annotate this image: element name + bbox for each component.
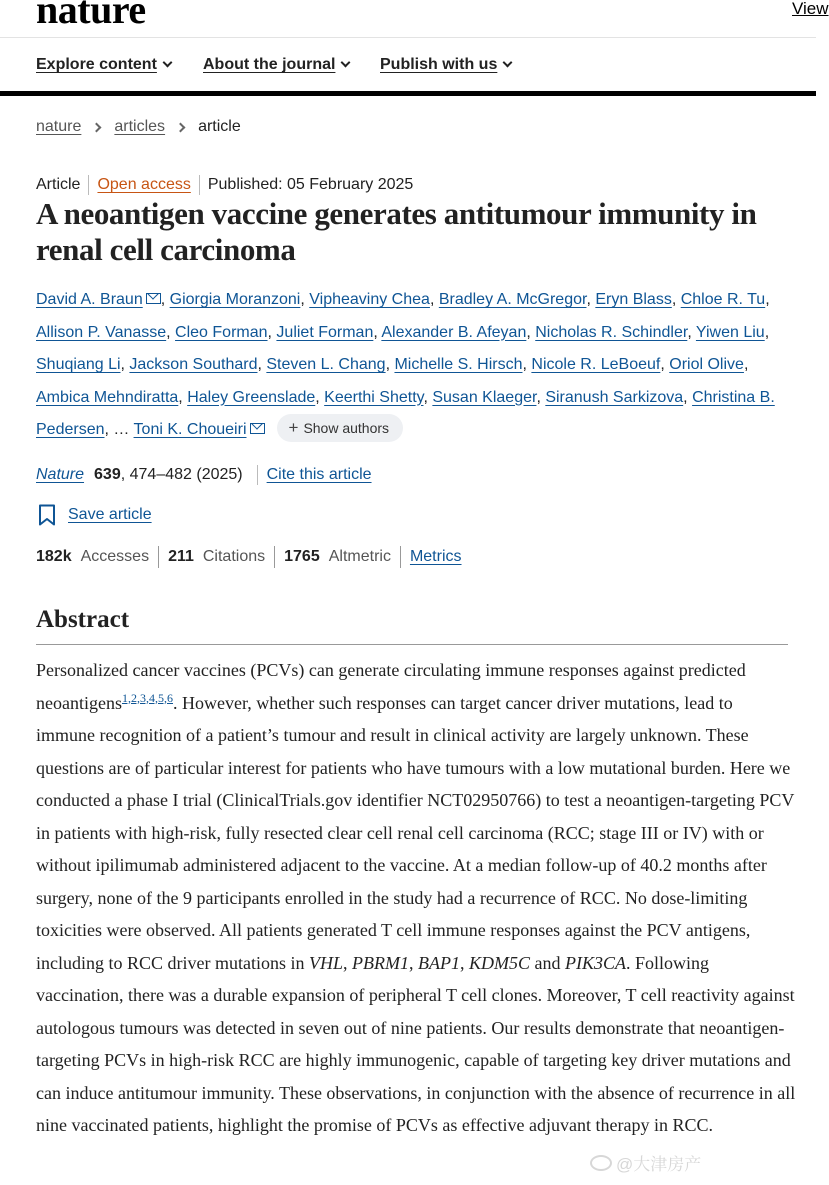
gene-name: PIK3CA xyxy=(565,952,627,973)
chevron-down-icon xyxy=(503,58,513,68)
author-link[interactable]: Ambica Mehndiratta xyxy=(36,388,179,406)
nav-item-label: Publish with us xyxy=(380,56,498,73)
site-header xyxy=(0,0,829,38)
divider xyxy=(158,546,159,568)
nav-about-journal[interactable] xyxy=(203,56,349,74)
divider xyxy=(257,465,258,485)
author-link[interactable]: Yiwen Liu xyxy=(695,323,765,341)
abstract-text-part: , xyxy=(409,952,418,973)
author-link[interactable]: Allison P. Vanasse xyxy=(36,323,167,341)
divider xyxy=(88,175,89,195)
nav-item-label: Explore content xyxy=(36,56,157,73)
abstract-text-part: Personalized cancer vaccines (PCVs) can generate circulating immune responses against predicted neoantigens xyxy=(36,660,746,713)
abstract-text-part: . However, whether such responses can target cancer driver mutations, lead to immune recognition of a patient’s tumour and result in clinical activity are largely unknown. These questions are of particular interest for patients who have tumours with a low mutational burden. Here we conducted a phase I trial (ClinicalTrials.gov identifier NCT02950766) to test a neoantigen-targeting PCV in patients with high-risk, fully resected clear cell renal cell carcinoma (RCC; stage III or IV) with or without ipilimumab administered adjacent to the vaccine. At a median follow-up of 40.2 months after surgery, none of the 9 participants enrolled in the study had a recurrence of RCC. No dose-limiting toxicities were observed. All patients generated T cell immune responses against the PCV antigens, including to RCC driver mutations in xyxy=(36,692,795,973)
author-link[interactable]: Steven L. Chang xyxy=(266,356,386,373)
nature-logo[interactable]: nature xyxy=(36,0,146,32)
section-divider xyxy=(36,644,788,645)
author-link[interactable]: Eryn Blass xyxy=(595,291,672,308)
chevron-right-icon xyxy=(176,122,186,132)
view-link[interactable]: View xyxy=(792,0,829,18)
watermark-text: @大津房产 xyxy=(616,1155,702,1174)
author-link[interactable]: Cleo Forman xyxy=(175,323,268,341)
author-link[interactable]: Susan Klaeger xyxy=(432,388,537,406)
author-link[interactable]: David A. Braun xyxy=(36,291,143,308)
author-link[interactable]: Haley Greenslade xyxy=(187,388,316,406)
abstract-text-part: . Following vaccination, there was a durable expansion of peripheral T cell clones. Moreover, T cell reactivity against autologous tumours was detected in seven out of nine patients. Our results demonstrate that neoantigen-targeting PCVs in high-risk RCC are highly immunogenic, capable of targeting key driver mutations and can induce antitumour immunity. These observations, in conjunction with the absence of recurrence in all nine vaccinated patients, highlight the promise of PCVs as effective adjuvant therapy in RCC. xyxy=(36,952,796,1135)
plus-icon: + xyxy=(288,418,299,437)
mail-icon[interactable] xyxy=(146,293,161,304)
show-authors-label: Show authors xyxy=(303,420,390,436)
nav-explore-content[interactable] xyxy=(36,56,171,74)
author-link[interactable]: Nicole R. LeBoeuf xyxy=(531,356,661,373)
author-link[interactable]: Juliet Forman xyxy=(276,323,374,341)
breadcrumb-articles[interactable]: articles xyxy=(114,118,166,135)
divider xyxy=(274,546,275,568)
citation-line xyxy=(36,465,372,485)
author-link[interactable]: Giorgia Moranzoni xyxy=(169,291,301,308)
author-link[interactable]: Shuqiang Li xyxy=(36,356,121,373)
open-access-link[interactable]: Open access xyxy=(97,176,191,193)
article-type: Article xyxy=(36,176,81,193)
author-link[interactable]: Vipheaviny Chea xyxy=(309,291,430,308)
nav-publish-with-us[interactable] xyxy=(380,56,511,74)
main-nav xyxy=(0,38,816,96)
citations-count: 211 xyxy=(168,548,194,565)
chevron-down-icon xyxy=(162,58,172,68)
abstract-text xyxy=(36,654,796,1142)
show-authors-button[interactable] xyxy=(277,414,404,442)
altmetric-count: 1765 xyxy=(284,548,320,565)
gene-name: PBRM1 xyxy=(352,952,409,973)
accesses-count: 182k xyxy=(36,548,72,565)
author-link[interactable]: Michelle S. Hirsch xyxy=(394,356,523,373)
abstract-text-part: and xyxy=(530,952,566,973)
chevron-right-icon xyxy=(92,122,102,132)
journal-link[interactable]: Nature xyxy=(36,466,85,483)
breadcrumb xyxy=(36,118,241,136)
save-article-label: Save article xyxy=(68,506,152,523)
save-article-button[interactable] xyxy=(38,504,152,526)
altmetric-label: Altmetric xyxy=(328,548,391,565)
breadcrumb-nature[interactable]: nature xyxy=(36,118,82,135)
divider xyxy=(400,546,401,568)
divider xyxy=(199,175,200,195)
abstract-text-part: , xyxy=(343,952,353,973)
accesses-label: Accesses xyxy=(80,548,150,565)
article-title: A neoantigen vaccine generates antitumour immunity in renal cell carcinoma xyxy=(36,196,757,267)
author-link[interactable]: Bradley A. McGregor xyxy=(438,291,587,308)
volume-number: 639 xyxy=(94,466,121,483)
citations-label: Citations xyxy=(202,548,266,565)
author-link[interactable]: Oriol Olive xyxy=(669,356,744,373)
breadcrumb-current: article xyxy=(198,118,241,135)
authors-ellipsis: … xyxy=(113,421,130,438)
author-link[interactable]: Nicholas R. Schindler xyxy=(535,323,688,341)
metrics-link[interactable]: Metrics xyxy=(409,548,462,565)
nav-item-label: About the journal xyxy=(203,56,336,73)
article-meta xyxy=(36,175,413,195)
published-date: Published: 05 February 2025 xyxy=(207,176,414,193)
author-link[interactable]: Siranush Sarkizova xyxy=(545,388,684,406)
bookmark-icon xyxy=(38,504,56,526)
mail-icon[interactable] xyxy=(250,423,265,434)
author-link[interactable]: Chloe R. Tu xyxy=(680,291,766,308)
chevron-down-icon xyxy=(341,58,351,68)
pages-year: , 474–482 (2025) xyxy=(120,466,243,483)
gene-name: BAP1 xyxy=(418,952,460,973)
author-list: David A. Braun , Giorgia Moranzoni, Vipheaviny Chea, Bradley A. McGregor, Eryn Blass, Chloe R. Tu, Allison P. Vanasse, Cleo Forman, Juliet Forman, Alexander B. Afeyan, Nicholas R. Schindler, Yiwen Liu, Shuqiang Li, Jackson Southard, Steven L. Chang, Michelle S. Hirsch, Nicole R. LeBoeuf, Oriol Olive, Ambica Mehndiratta, Haley Greenslade, Keerthi Shetty, Susan Klaeger, Siranush Sarkizova, Christina B. Pedersen, … Toni K. Choueiri + Show authors xyxy=(36,284,796,447)
author-link[interactable]: Toni K. Choueiri xyxy=(133,421,247,438)
reference-links[interactable]: 1,2,3,4,5,6 xyxy=(121,690,173,705)
abstract-text-part: , xyxy=(460,952,469,973)
article-metrics xyxy=(36,546,462,568)
author-link[interactable]: Christina B. Pedersen xyxy=(36,388,775,438)
gene-name: VHL xyxy=(309,952,344,973)
abstract-heading: Abstract xyxy=(36,606,130,633)
author-link[interactable]: Alexander B. Afeyan xyxy=(381,323,527,341)
watermark xyxy=(590,1150,701,1175)
author-link[interactable]: Keerthi Shetty xyxy=(324,388,424,406)
cite-article-link[interactable]: Cite this article xyxy=(266,466,372,483)
author-link[interactable]: Jackson Southard xyxy=(129,356,258,373)
gene-name: KDM5C xyxy=(469,952,531,973)
weibo-icon xyxy=(590,1155,612,1171)
